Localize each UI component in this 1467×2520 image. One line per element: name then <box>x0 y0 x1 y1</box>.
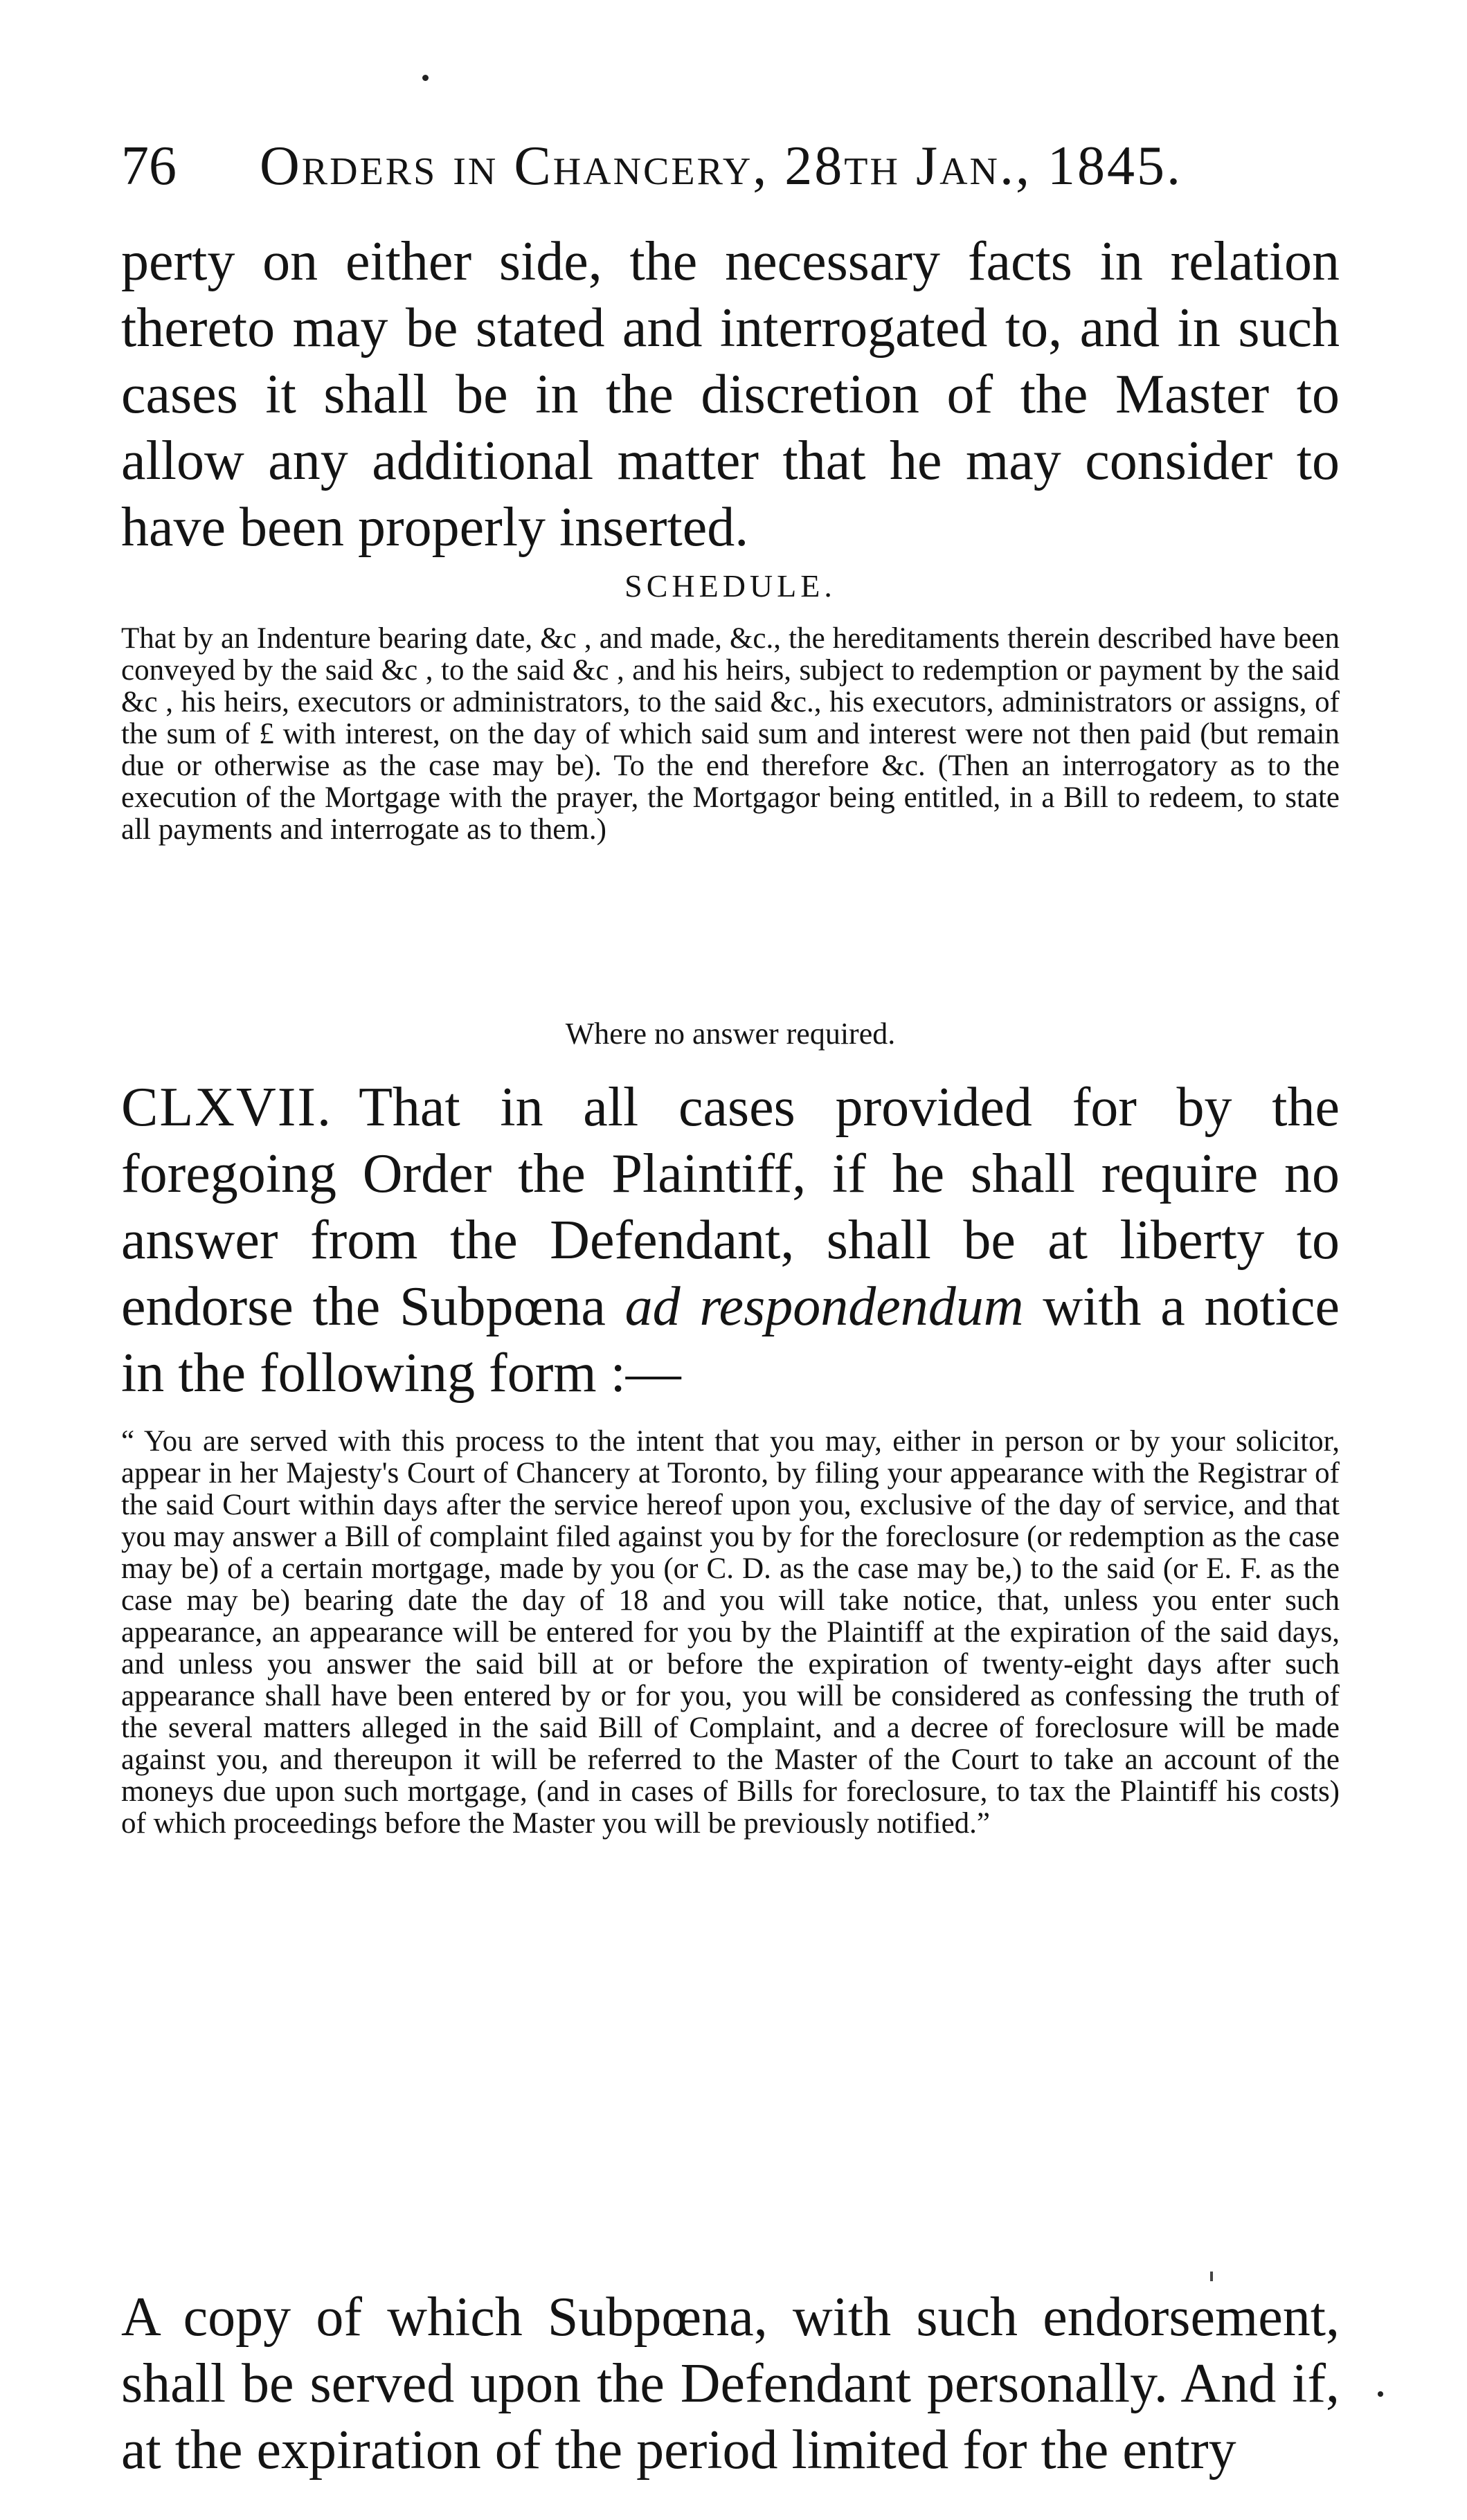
closing-paragraph: A copy of which Subpœna, with such endorsement, shall be served upon the Defendant personally. And if, at the expiration of the period limited for the entry <box>121 2287 1340 2481</box>
order-block <box>121 1074 1340 1406</box>
section-subheading: Where no answer required. <box>565 1017 896 1051</box>
schedule-text: That by an Indenture bearing date, &c , and made, &c., the hereditaments therein described have been conveyed by the said &c , to the said &c , and his heirs, subject to redemption or payment by the said &c , his heirs, executors or administrators, to the said &c., his executors, administrators or assigns, of the sum of £ with interest, on the day of which said sum and interest were not then paid (but remain due or otherwise as the case may be). To the end therefore &c. (Then an interrogatory as to the execution of the Mortgage with the prayer, the Mortgagor being entitled, in a Bill to redeem, to state all payments and interrogate as to them.) <box>121 622 1340 846</box>
notice-text: “ You are served with this process to the intent that you may, either in person or by your solicitor, appear in her Majesty's Court of Chancery at Toronto, by filing your appearance with the Registrar of the said Court within days after the service hereof upon you, exclusive of the day of service, and that you may answer a Bill of complaint filed against you by for the foreclosure (or redemption as the case may be) of a certain mortgage, made by you (or C. D. as the case may be,) to the said (or E. F. as the case may be) bearing date the day of 18 and you will take notice, that, unless you enter such appearance, an appearance will be entered for you by the Plaintiff at the expiration of the said days, and unless you answer the said bill at or before the expiration of twenty-eight days after such appearance shall have been entered by or for you, you will be considered as confessing the truth of the several matters alleged in the said Bill of Complaint, and a decree of foreclosure will be made against you, and thereupon it will be referred to the Master of the Court to take an account of the moneys due upon such mortgage, (and in cases of Bills for foreclosure, to tax the Plaintiff his costs) of which proceedings before the Master you will be previously notified.” <box>121 1425 1340 1840</box>
page-number: 76 <box>121 136 177 197</box>
intro-paragraph: perty on either side, the necessary facts in relation thereto may be stated and interrogated to, and in such cases it shall be in the discretion of the Master to allow any additional matter that he may consider to have been properly inserted. <box>121 231 1340 558</box>
notice-block <box>121 1426 1340 1840</box>
order-italic-phrase: ad respondendum <box>624 1276 1024 1337</box>
intro-paragraph-block <box>121 228 1340 561</box>
schedule-heading: SCHEDULE. <box>624 568 836 604</box>
running-title: Orders in Chancery, 28th Jan., 1845. <box>260 136 1182 197</box>
ink-speck <box>422 75 429 81</box>
ink-speck <box>1378 2391 1383 2397</box>
page-header <box>121 132 1340 201</box>
order-paragraph <box>121 1074 1340 1406</box>
order-text-after: with a notice in the following form :— <box>121 1276 1340 1404</box>
order-text-before: That in all cases provided for by the foregoing Order the Plaintiff, if he shall require no answer from the Defendant, shall be at liberty to endorse the Subpœna <box>121 1077 1340 1337</box>
ink-mark <box>1210 2272 1213 2281</box>
schedule-block <box>121 623 1340 846</box>
order-number: CLXVII. <box>121 1077 333 1138</box>
closing-paragraph-block <box>121 2284 1340 2483</box>
